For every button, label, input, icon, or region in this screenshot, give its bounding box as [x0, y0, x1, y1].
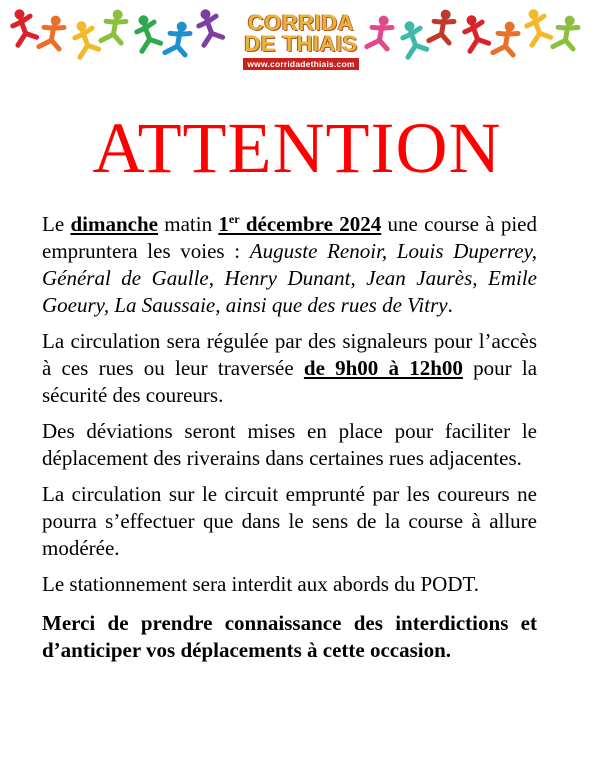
page-title: ATTENTION	[92, 108, 502, 188]
paragraph-deviations: Des déviations seront mises en place pour faciliter le déplacement des riverains dans certaines rues adjacentes.	[42, 419, 537, 470]
date-rest: décembre 2024	[239, 212, 382, 236]
logo-title-line1: CORRIDA	[247, 10, 355, 35]
paragraph-circuit: La circulation sur le circuit emprunté par les coureurs ne pourra s’effectuer que dans le sens de la course à allure modérée.	[42, 482, 537, 560]
runner-figure-icon	[462, 13, 490, 52]
logo-url: www.corridadethiais.com	[243, 58, 358, 70]
day-text: dimanche	[70, 212, 158, 236]
runner-figure-icon	[524, 7, 552, 46]
hours-text: de 9h00 à 12h00	[303, 356, 463, 380]
runner-figure-icon	[400, 19, 428, 58]
logo-title-line2: DE THIAIS	[244, 31, 358, 56]
header-banner	[0, 0, 594, 90]
p1-end: .	[447, 293, 453, 317]
corrida-logo	[238, 0, 364, 88]
paragraph-thanks: Merci de prendre connaissance des interdictions et d’anticiper vos déplacements à cette occasion.	[42, 611, 537, 662]
runner-figure-icon	[552, 13, 583, 53]
date-number: 1	[218, 212, 229, 236]
runner-figure-icon	[196, 7, 224, 46]
notice-body	[42, 211, 537, 673]
runner-figure-icon	[10, 7, 38, 46]
p1-text: une course à pied empruntera les voies :	[42, 212, 538, 263]
runner-figure-icon	[100, 7, 131, 47]
p1-le: Le	[42, 212, 71, 236]
runner-figure-icon	[134, 13, 162, 52]
p1-matin: matin	[157, 212, 219, 236]
runner-figure-icon	[72, 19, 100, 58]
p2-text: La circulation sera régulée par des signaleurs pour l’accès à ces rues ou leur traversée	[42, 329, 537, 380]
runner-figure-icon	[366, 13, 397, 53]
paragraph-route	[42, 211, 537, 319]
paragraph-parking: Le stationnement sera interdit aux abords du PODT.	[42, 572, 480, 596]
street-list: Auguste Renoir, Louis Duperrey, Général de Gaulle, Henry Dunant, Jean Jaurès, Emile Goeury, La Saussaie, ainsi que des rues de Vitry	[42, 239, 537, 317]
runner-figure-icon	[38, 13, 69, 53]
paragraph-signalers	[42, 328, 537, 409]
p2-end: pour la sécurité des coureurs.	[42, 356, 538, 407]
runner-figure-icon	[428, 7, 459, 47]
runner-figure-icon	[164, 19, 195, 59]
date-superscript: er	[228, 212, 240, 226]
runner-figure-icon	[492, 19, 523, 59]
date-text	[218, 212, 381, 236]
